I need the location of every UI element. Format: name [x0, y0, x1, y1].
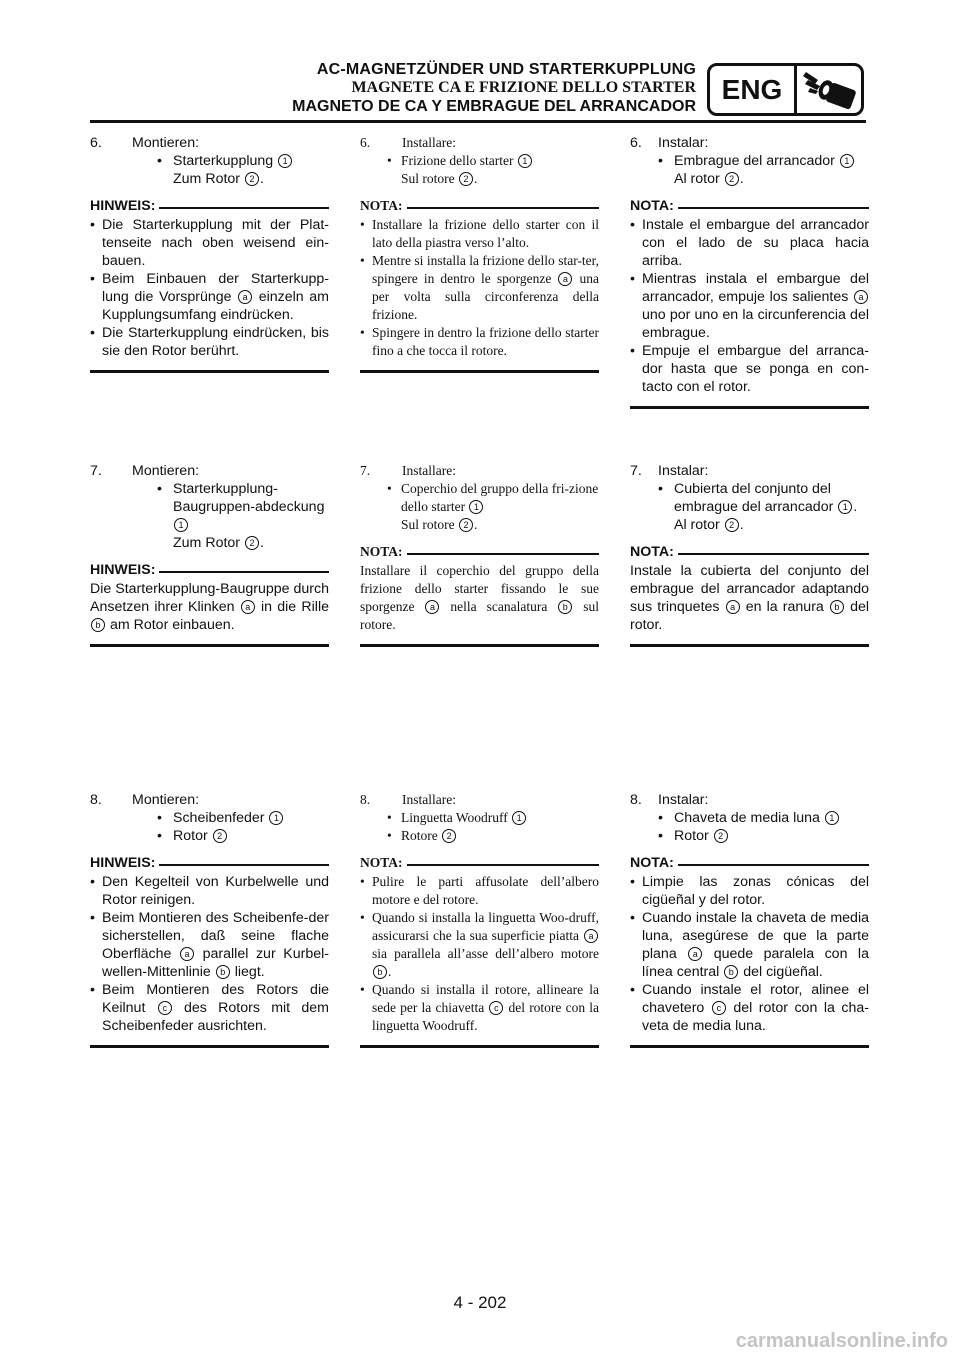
column-de: 6. Montieren: • Starterkupplung 1 Zum Rotor 2 . HINWEIS: • Die Starterkupplung mit der Plat-tenseite nach oben weisend ein-bauen. • Beim Einbauen der Starterkupp-lung die Vorsprünge a einzeln am Kupplungsumfang eindrücken. • Die Starterkupplung eindrücken, bis sie den Rotor berührt. [90, 134, 329, 373]
note-8-es: NOTA: • Limpie las zonas cónicas del cigüeñal y del rotor. • Cuando instale la chaveta de media luna, asegúrese de que la parte plana a quede paralela con la línea central b del cigüeñal. • Cuando instale el rotor, alinee el chavetero c del rotor con la cha-veta de media luna. [630, 854, 869, 1048]
column-es: 6. Instalar: • Embrague del arrancador 1 Al rotor 2 . NOTA: • Instale el embargue del arrancador con el lado de su placa hacia arriba. • Mientras instala el embargue del arrancador, empuje los salientes a uno por uno en la circunferencia del embrague. • Empuje el embargue del arranca-dor hasta que se ponga en con-tacto con el rotor. [630, 134, 869, 409]
title-es: MAGNETO DE CA Y EMBRAGUE DEL ARRANCADOR [292, 98, 696, 115]
column-de-7: 7. Montieren: • Starterkupplung-Baugruppen-abdeckung 1 Zum Rotor 2 . HINWEIS: Die Starterkupplung-Baugruppe durch Ansetzen ihrer Klinken a in die Rille b am Rotor einbauen. [90, 462, 329, 647]
note-8-it: NOTA: • Pulire le parti affusolate dell’albero motore e del rotore. • Quando si installa la linguetta Woo-druff, assicurarsi che la sua superficie piatta a sia parallela all’asse dell’albero motore b . • Quando si installa il rotore, allineare la sede per la chiavetta c del rotore con la linguetta Woodruff. [360, 854, 599, 1048]
note-7-es: NOTA: Instale la cubierta del conjunto del embrague del arrancador adaptando sus trinquetes a en la ranura b del rotor. [630, 543, 869, 647]
wrench-bolt-icon [797, 66, 861, 113]
column-it-7: 7. Installare: • Coperchio del gruppo della fri-zione dello starter 1 Sul rotore 2 . NOTA: Installare il coperchio del gruppo della frizione dello starter fissando le sue sporgenze a nella scanalatura b sul rotore. [360, 462, 599, 647]
column-es-8: 8. Instalar: • Chaveta de media luna 1 • Rotor 2 NOTA: • Limpie las zonas cónicas del cigüeñal y del rotor. • Cuando instale la chaveta de media luna, asegúrese de que la parte plana a quede paralela con la línea central b del cigüeñal. • Cuando instale el rotor, alinee el chavetero c del rotor con la cha-veta de media luna. [630, 791, 869, 1048]
step-7-it: 7. Installare: [360, 463, 456, 478]
column-de-8: 8. Montieren: • Scheibenfeder 1 • Rotor 2 HINWEIS: • Den Kegelteil von Kurbelwelle und Rotor reinigen. • Beim Montieren des Scheibenfe-der sicherstellen, daß seine flache Oberfläche a parallel zur Kurbel-wellen-Mittenlinie b liegt. • Beim Montieren des Rotors die Keilnut c des Rotors mit dem Scheibenfeder ausrichten. [90, 791, 329, 1048]
step-8-it: 8. Installare: [360, 792, 456, 807]
step-7-es: 7. Instalar: [630, 463, 709, 479]
section-badge [707, 63, 864, 116]
title-de: AC-MAGNETZÜNDER UND STARTERKUPPLUNG [316, 61, 696, 78]
step-6-de: 6. Montieren: [90, 135, 200, 151]
note-6-es: NOTA: • Instale el embargue del arrancador con el lado de su placa hacia arriba. • Mientras instala el embargue del arrancador, empuje los salientes a uno por uno en la circunferencia del embrague. • Empuje el embargue del arranca-dor hasta que se ponga en con-tacto con el rotor. [630, 197, 869, 409]
column-it-8: 8. Installare: • Linguetta Woodruff 1 • Rotore 2 NOTA: • Pulire le parti affusolate dell’albero motore e del rotore. • Quando si installa la linguetta Woo-druff, assicurarsi che la sua superficie piatta a sia parallela all’asse dell’albero motore b . • Quando si installa il rotore, allineare la sede per la chiavetta c del rotore con la linguetta Woodruff. [360, 791, 599, 1048]
note-6-de: HINWEIS: • Die Starterkupplung mit der Plat-tenseite nach oben weisend ein-bauen. • Beim Einbauen der Starterkupp-lung die Vorsprünge a einzeln am Kupplungsumfang eindrücken. • Die Starterkupplung eindrücken, bis sie den Rotor berührt. [90, 197, 329, 373]
step-7-de: 7. Montieren: [90, 463, 200, 479]
page-number: 4 - 202 [453, 1293, 507, 1312]
step-8-es: 8. Instalar: [630, 792, 709, 808]
step-6-es: 6. Instalar: [630, 135, 709, 151]
note-7-de: HINWEIS: Die Starterkupplung-Baugruppe durch Ansetzen ihrer Klinken a in die Rille b am Rotor einbauen. [90, 561, 329, 647]
badge-label: ENG [710, 66, 797, 113]
page-header [280, 60, 696, 116]
note-6-it: NOTA: • Installare la frizione dello starter con il lato della piastra verso l’alto. • Mentre si installa la frizione dello star-ter, spingere in dentro le sporgenze a una per volta sulla circonferenza della frizione. • Spingere in dentro la frizione dello starter fino a che tocca il rotore. [360, 197, 599, 373]
step-6-it: 6. Installare: [360, 135, 456, 150]
step-8-de: 8. Montieren: [90, 792, 200, 808]
watermark: carmanualsonline.info [735, 1330, 948, 1352]
header-rule [90, 120, 866, 123]
column-es-7: 7. Instalar: • Cubierta del conjunto del embrague del arrancador 1 . Al rotor 2 . NOTA: Instale la cubierta del conjunto del embrague del arrancador adaptando sus trinquetes a en la ranura b del rotor. [630, 462, 869, 647]
title-it: MAGNETE CA E FRIZIONE DELLO STARTER [351, 79, 696, 96]
note-8-de: HINWEIS: • Den Kegelteil von Kurbelwelle und Rotor reinigen. • Beim Montieren des Scheibenfe-der sicherstellen, daß seine flache Oberfläche a parallel zur Kurbel-wellen-Mittenlinie b liegt. • Beim Montieren des Rotors die Keilnut c des Rotors mit dem Scheibenfeder ausrichten. [90, 854, 329, 1048]
column-it: 6. Installare: • Frizione dello starter 1 Sul rotore 2 . NOTA: • Installare la frizione dello starter con il lato della piastra verso l’alto. • Mentre si installa la frizione dello star-ter, spingere in dentro le sporgenze a una per volta sulla circonferenza della frizione. • Spingere in dentro la frizione dello starter fino a che tocca il rotore. [360, 134, 599, 373]
note-7-it: NOTA: Installare il coperchio del gruppo della frizione dello starter fissando le sue sporgenze a nella scanalatura b sul rotore. [360, 543, 599, 647]
